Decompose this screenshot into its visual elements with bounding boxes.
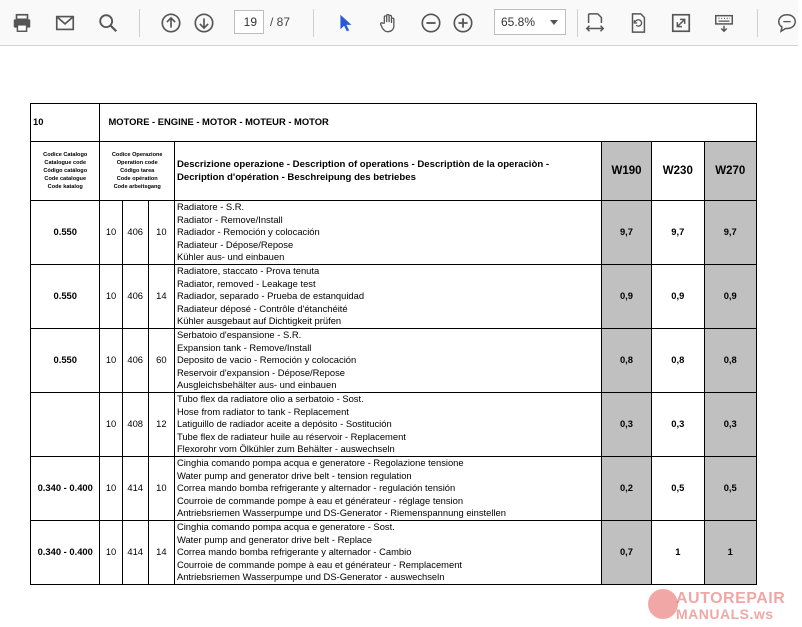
op-code-task-cell: 10 (148, 201, 174, 265)
op-code-item-cell: 408 (122, 393, 148, 457)
description-line: Radiator, removed - Leakage test (176, 277, 316, 289)
pdf-toolbar (0, 0, 798, 46)
description-line: Radiateur - Dépose/Repose (176, 238, 294, 250)
description-line: Hose from radiator to tank - Replacement (176, 405, 349, 417)
comment-icon[interactable] (772, 8, 802, 38)
op-code-item-cell: 414 (122, 457, 148, 521)
description-header: Descrizione operazione - Description of operations - Descriptiòn de la operaciòn - Decription d'opération - Beschreipung des betriebes (174, 142, 601, 201)
op-code-item-cell: 414 (122, 521, 148, 585)
description-line: Water pump and generator drive belt - Replace (176, 533, 373, 545)
catalog-code-cell: 0.550 (31, 201, 100, 265)
description-line: Courroie de commande pompe à eau et générateur - réglage tension (176, 494, 464, 506)
section-title: MOTORE - ENGINE - MOTOR - MOTEUR - MOTOR (100, 104, 757, 142)
section-number: 10 (31, 104, 100, 142)
op-code-task-cell: 14 (148, 265, 174, 329)
description-line: Ausgleichsbehälter aus- und einbauen (176, 379, 337, 391)
rotate-icon[interactable] (623, 8, 653, 38)
column-header-row (31, 142, 757, 201)
op-code-task-cell: 12 (148, 393, 174, 457)
description-line: Deposito de vacio - Remoción y colocación (176, 354, 357, 366)
description-line: Radiator - Remove/Install (176, 213, 283, 225)
w270-time-cell: 0,3 (704, 393, 757, 457)
toolbar-separator (577, 9, 578, 37)
description-line: Tubo flex da radiatore olio a serbatoio - Sost. (176, 393, 364, 405)
catalog-code-cell: 0.340 - 0.400 (31, 457, 100, 521)
gear-logo-icon (648, 589, 678, 619)
op-code-task-cell: 10 (148, 457, 174, 521)
description-line: Correa mando bomba refrigerante y alternador - regulación tensión (176, 482, 456, 494)
w230-time-cell: 0,5 (652, 457, 704, 521)
description-line: Radiador - Remoción y colocación (176, 226, 320, 238)
hand-tool-icon[interactable] (373, 8, 403, 38)
page-up-icon[interactable] (156, 8, 186, 38)
description-line: Antriebsriemen Wasserpumpe und DS-Generator - Riemenspannung einstellen (176, 507, 506, 519)
description-line: Radiador, separado - Prueba de estanquidad (176, 290, 365, 302)
description-line: Correa mando bomba refrigerante y alternador - Cambio (176, 546, 412, 558)
description-line: Radiatore, staccato - Prova tenuta (176, 265, 320, 277)
w230-time-cell: 9,7 (652, 201, 704, 265)
w190-time-cell: 9,7 (601, 201, 651, 265)
table-row (31, 457, 757, 521)
op-code-item-cell: 406 (122, 265, 148, 329)
w190-time-cell: 0,3 (601, 393, 651, 457)
w190-time-cell: 0,7 (601, 521, 651, 585)
catalog-code-cell (31, 393, 100, 457)
op-code-task-cell: 14 (148, 521, 174, 585)
op-code-group-cell: 10 (100, 393, 122, 457)
w230-time-cell: 0,9 (652, 265, 704, 329)
w230-time-cell: 0,3 (652, 393, 704, 457)
page-down-icon[interactable] (189, 8, 219, 38)
description-line: Antriebsriemen Wasserpumpe und DS-Generator - auswechseln (176, 571, 445, 583)
w270-header: W270 (704, 142, 757, 201)
w190-time-cell: 0,2 (601, 457, 651, 521)
select-cursor-icon[interactable] (330, 8, 360, 38)
watermark-line2: MANUALS.ws (676, 606, 774, 622)
w230-time-cell: 1 (652, 521, 704, 585)
op-code-group-cell: 10 (100, 521, 122, 585)
op-code-group-cell: 10 (100, 457, 122, 521)
description-line: Kühler ausgebaut auf Dichtigkeit prüfen (176, 315, 342, 327)
email-icon[interactable] (50, 8, 80, 38)
catalog-code-cell: 0.550 (31, 265, 100, 329)
chevron-down-icon (550, 20, 558, 25)
w230-time-cell: 0,8 (652, 329, 704, 393)
description-line: Radiateur déposé - Contrôle d'étanchéité (176, 302, 348, 314)
page-number-input[interactable] (234, 10, 264, 34)
page-total-label: / 87 (270, 15, 291, 29)
catalog-code-cell: 0.340 - 0.400 (31, 521, 100, 585)
description-line: Expansion tank - Remove/Install (176, 341, 312, 353)
description-cell (174, 393, 601, 457)
fit-width-icon[interactable] (580, 8, 610, 38)
toolbar-separator (313, 9, 314, 37)
operation-code-header: Codice Operazione Operation code Código tarea Code opération Code arbeitsgang (100, 142, 174, 201)
description-line: Flexorohr vom Ölkühler zum Behälter - auswechseln (176, 443, 395, 455)
description-line: Courroie de commande pompe à eau et générateur - Remplacement (176, 558, 463, 570)
description-line: Reservoir d'expansion - Dépose/Repose (176, 366, 345, 378)
description-line: Kühler aus- und einbauen (176, 251, 285, 263)
section-header-row (31, 104, 757, 142)
toolbar-separator (139, 9, 140, 37)
description-cell (174, 201, 601, 265)
watermark-line1: AUTOREPAIR (676, 590, 786, 607)
table-row (31, 329, 757, 393)
description-cell (174, 521, 601, 585)
table-row (31, 201, 757, 265)
description-line: Cinghia comando pompa acqua e generatore - Regolazione tensione (176, 457, 464, 469)
catalog-code-cell: 0.550 (31, 329, 100, 393)
zoom-out-icon[interactable] (416, 8, 446, 38)
w190-time-cell: 0,9 (601, 265, 651, 329)
op-code-group-cell: 10 (100, 329, 122, 393)
description-line: Cinghia comando pompa acqua e generatore - Sost. (176, 521, 395, 533)
op-code-group-cell: 10 (100, 201, 122, 265)
w190-time-cell: 0,8 (601, 329, 651, 393)
labor-times-table (30, 103, 757, 585)
op-code-item-cell: 406 (122, 201, 148, 265)
description-line: Water pump and generator drive belt - tension regulation (176, 469, 412, 481)
op-code-item-cell: 406 (122, 329, 148, 393)
read-mode-icon[interactable] (709, 8, 739, 38)
op-code-group-cell: 10 (100, 265, 122, 329)
op-code-task-cell: 60 (148, 329, 174, 393)
w270-time-cell: 9,7 (704, 201, 757, 265)
catalog-code-header: Codice Catalogo Catalogue code Código catálogo Code catalogue Code katalog (31, 142, 100, 201)
fullscreen-icon[interactable] (666, 8, 696, 38)
search-icon[interactable] (93, 8, 123, 38)
description-cell (174, 457, 601, 521)
w270-time-cell: 0,8 (704, 329, 757, 393)
zoom-value: 65.8% (501, 15, 536, 29)
w270-time-cell: 0,5 (704, 457, 757, 521)
table-row (31, 393, 757, 457)
table-row (31, 265, 757, 329)
zoom-select[interactable] (494, 9, 566, 35)
description-line: Tube flex de radiateur huile au réservoir - Replacement (176, 430, 406, 442)
table-row (31, 521, 757, 585)
description-line: Serbatoio d'espansione - S.R. (176, 329, 302, 341)
description-cell (174, 265, 601, 329)
description-line: Radiatore - S.R. (176, 201, 245, 213)
w270-time-cell: 0,9 (704, 265, 757, 329)
w230-header: W230 (652, 142, 704, 201)
description-cell (174, 329, 601, 393)
w270-time-cell: 1 (704, 521, 757, 585)
zoom-in-icon[interactable] (448, 8, 478, 38)
w190-header: W190 (601, 142, 651, 201)
description-line: Latiguillo de radiador aceite a depósito - Sostitución (176, 418, 392, 430)
print-icon[interactable] (7, 8, 37, 38)
toolbar-separator (757, 9, 758, 37)
document-viewport[interactable] (0, 47, 798, 622)
site-watermark (648, 587, 798, 627)
